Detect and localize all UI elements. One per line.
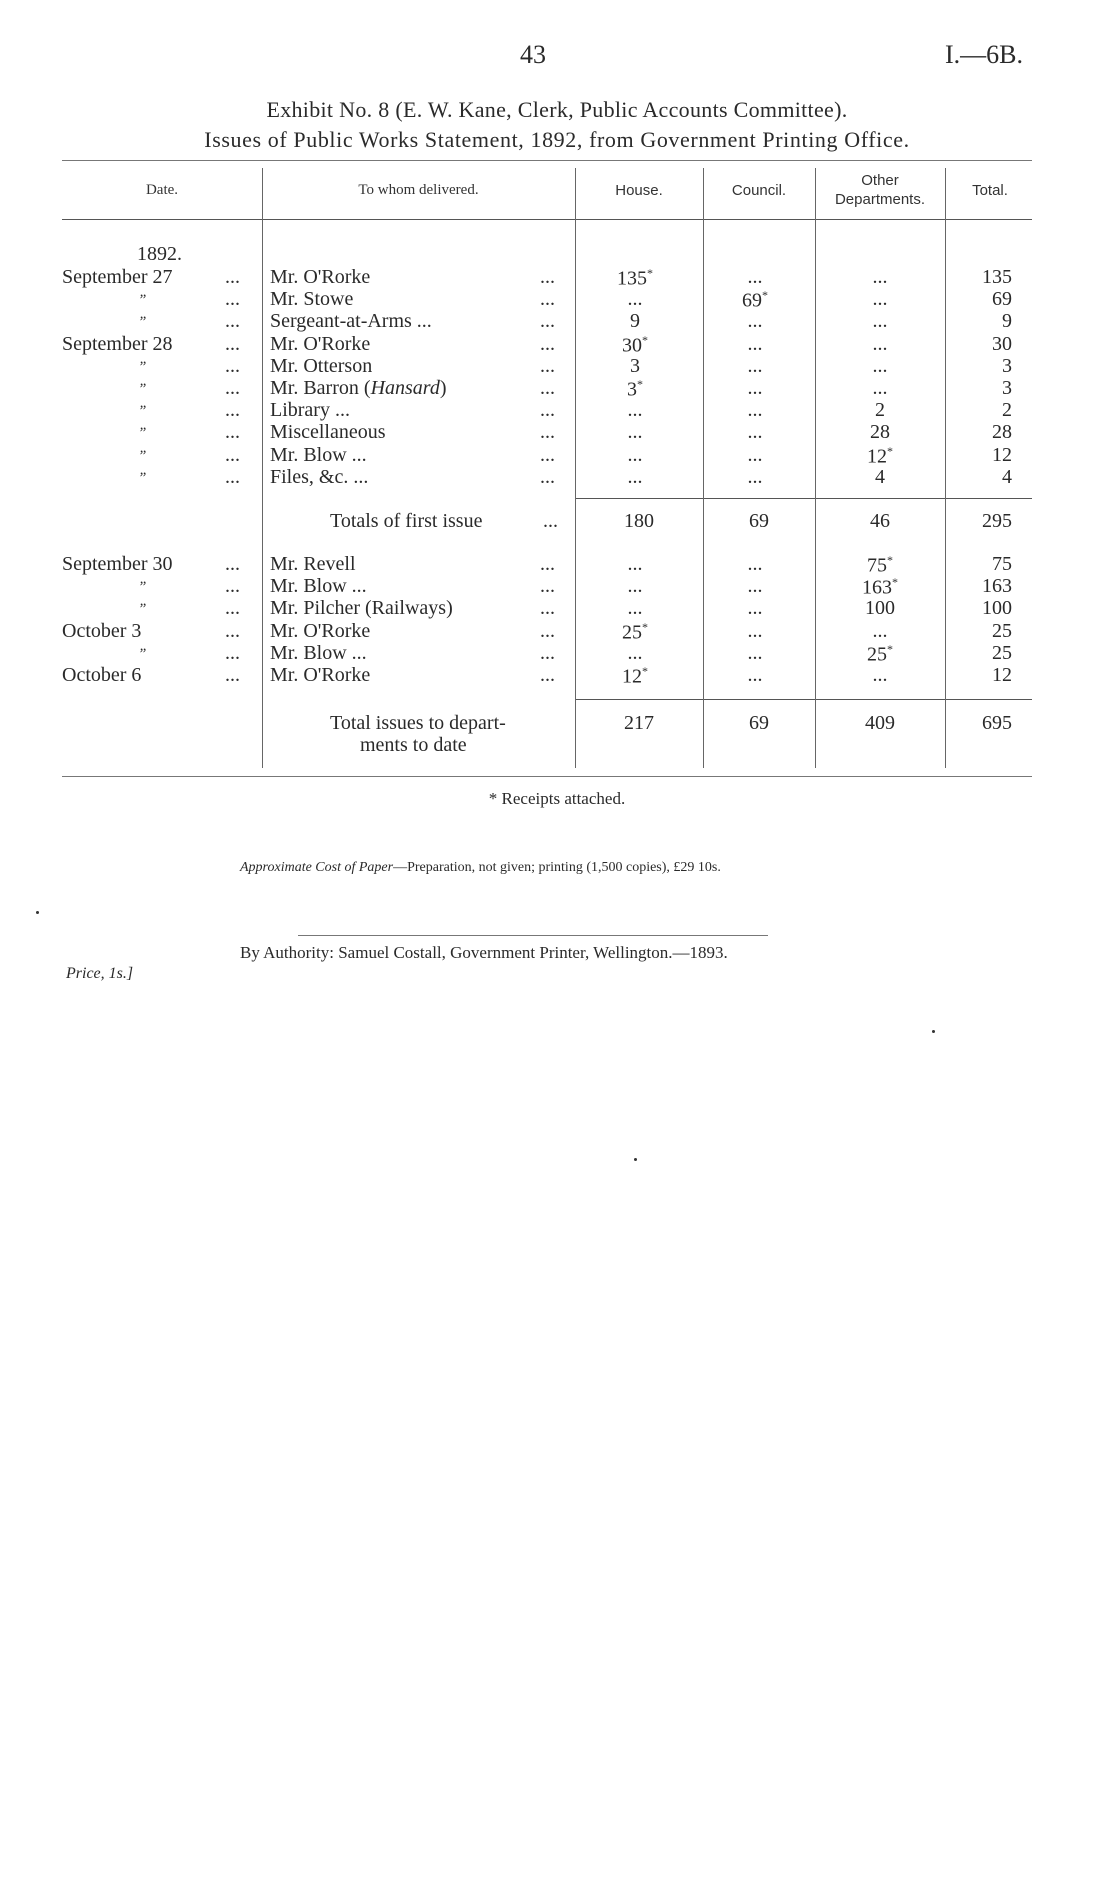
leader-dots: ...	[540, 399, 555, 422]
first-totals-other: 46	[870, 510, 890, 532]
recipient-cell: Mr. O'Rorke	[270, 619, 371, 642]
other-departments-cell: 12*	[867, 443, 893, 468]
table-row	[0, 399, 1114, 421]
recipient-cell: Mr. O'Rorke	[270, 664, 371, 686]
other-departments-cell: ...	[872, 354, 888, 377]
leader-dots: ...	[225, 465, 240, 488]
other-departments-cell: 163*	[862, 575, 898, 599]
table-row	[0, 620, 1114, 642]
table-title: Issues of Public Works Statement, 1892, from Government Printing Office.	[204, 127, 910, 152]
total-cell: 2	[1002, 399, 1012, 422]
total-cell: 75	[992, 553, 1012, 575]
leader-dots: ...	[225, 641, 240, 664]
header-council: Council.	[731, 182, 787, 199]
date-cell: September 28	[62, 332, 173, 355]
leader-dots: ...	[225, 288, 240, 311]
recipient-cell: Mr. Pilcher (Railways)	[270, 597, 453, 620]
leader-dots: ...	[540, 377, 555, 399]
header-bottom-rule	[62, 219, 1032, 220]
leader-dots: ...	[540, 553, 555, 575]
other-departments-cell: 25*	[867, 641, 893, 666]
leader-dots: ...	[540, 421, 555, 444]
recipient-cell: Mr. Barron (Hansard)	[270, 377, 447, 399]
other-departments-cell: 28	[870, 421, 890, 444]
house-cell: 3*	[627, 377, 643, 401]
leader-dots: ...	[225, 266, 240, 288]
date-cell: October 3	[62, 619, 142, 642]
house-cell: ...	[627, 421, 643, 444]
leader-dots: ...	[540, 465, 555, 488]
recipient-cell: Library ...	[270, 399, 350, 422]
house-cell: 12*	[622, 664, 648, 688]
table-row	[0, 553, 1114, 575]
total-cell: 100	[982, 597, 1012, 620]
total-cell: 12	[992, 443, 1012, 466]
price-note: Price, 1s.]	[66, 965, 134, 982]
table-row	[0, 444, 1114, 466]
total-cell: 9	[1002, 310, 1012, 333]
council-cell: ...	[747, 619, 763, 642]
recipient-cell: Mr. Otterson	[270, 354, 373, 377]
council-cell: ...	[747, 553, 763, 575]
leader-dots: ...	[225, 553, 240, 575]
leader-dots: ...	[225, 597, 240, 620]
year-label: 1892.	[137, 243, 182, 265]
council-cell: 69*	[742, 288, 768, 312]
date-cell: ”	[138, 403, 147, 420]
council-cell: ...	[747, 443, 763, 466]
first-totals-council: 69	[749, 510, 769, 532]
council-cell: ...	[747, 310, 763, 333]
total-cell: 25	[992, 619, 1012, 642]
grand-totals-rule	[575, 699, 1032, 700]
leader-dots: ...	[540, 619, 555, 642]
house-cell: 9	[630, 310, 640, 333]
table-row	[0, 421, 1114, 443]
scan-speck	[634, 1158, 637, 1161]
recipient-cell: Mr. Blow ...	[270, 575, 367, 598]
cost-note-label: Approximate Cost of Paper	[240, 860, 394, 875]
other-departments-cell: ...	[872, 288, 888, 311]
date-cell: September 30	[62, 553, 173, 575]
date-cell: ”	[138, 579, 147, 596]
council-cell: ...	[747, 332, 763, 355]
date-cell: ”	[138, 447, 147, 464]
council-cell: ...	[747, 641, 763, 664]
exhibit-title: Exhibit No. 8 (E. W. Kane, Clerk, Public Accounts Committee).	[266, 97, 848, 122]
scan-speck	[932, 1030, 935, 1033]
header-house: House.	[615, 182, 663, 199]
authority-line: By Authority: Samuel Costall, Government Printer, Wellington.—1893.	[240, 943, 728, 962]
leader-dots: ...	[540, 288, 555, 311]
other-departments-cell: ...	[872, 664, 888, 686]
total-cell: 163	[982, 575, 1012, 598]
scan-speck	[36, 911, 39, 914]
other-departments-cell: ...	[872, 266, 888, 288]
first-totals-label: Totals of first issue	[330, 510, 483, 532]
leader-dots: ...	[540, 266, 555, 288]
other-departments-cell: 4	[875, 465, 885, 488]
recipient-cell: Mr. Blow ...	[270, 641, 367, 664]
leader-dots: ...	[540, 310, 555, 333]
footnote: * Receipts attached.	[488, 789, 626, 808]
other-departments-cell: ...	[872, 377, 888, 399]
date-cell: ”	[138, 425, 147, 442]
first-totals-total: 295	[982, 510, 1012, 532]
house-cell: 3	[630, 354, 640, 377]
date-cell: ”	[138, 358, 147, 375]
date-cell: October 6	[62, 664, 142, 686]
date-cell: September 27	[62, 266, 173, 288]
other-departments-cell: 100	[865, 597, 895, 620]
other-departments-cell: ...	[872, 310, 888, 333]
date-cell: ”	[138, 645, 147, 662]
house-cell: ...	[627, 575, 643, 598]
table-row	[0, 310, 1114, 332]
table-row	[0, 355, 1114, 377]
date-cell: ”	[138, 292, 147, 309]
recipient-cell: Mr. Revell	[270, 553, 356, 575]
recipient-cell: Mr. O'Rorke	[270, 266, 371, 288]
header-total: Total.	[972, 182, 1008, 199]
leader-dots: ...	[540, 597, 555, 620]
page-number: 43	[520, 40, 546, 69]
grand-totals-other: 409	[865, 712, 895, 734]
house-cell: 25*	[622, 619, 648, 644]
grand-totals-label-line1: Total issues to depart-	[330, 712, 506, 734]
header-other: Other Departments.	[834, 172, 926, 208]
table-row	[0, 288, 1114, 310]
grand-totals-label-line2: ments to date	[360, 734, 467, 756]
leader-dots: ...	[540, 443, 555, 466]
house-cell: ...	[627, 443, 643, 466]
leader-dots: ...	[540, 641, 555, 664]
total-cell: 28	[992, 421, 1012, 444]
recipient-cell: Miscellaneous	[270, 421, 386, 444]
other-departments-cell: 75*	[867, 553, 893, 577]
leader-dots: ...	[225, 399, 240, 422]
leader-dots: ...	[225, 575, 240, 598]
council-cell: ...	[747, 421, 763, 444]
leader-dots: ...	[225, 619, 240, 642]
recipient-cell: Mr. Stowe	[270, 288, 354, 311]
house-cell: ...	[627, 288, 643, 311]
leader-dots: ...	[225, 664, 240, 686]
leader-dots: ...	[225, 377, 240, 399]
total-cell: 135	[982, 266, 1012, 288]
date-cell: ”	[138, 601, 147, 618]
total-cell: 25	[992, 641, 1012, 664]
house-cell: ...	[627, 597, 643, 620]
header-date: Date.	[145, 182, 179, 198]
house-cell: ...	[627, 641, 643, 664]
total-cell: 12	[992, 664, 1012, 686]
house-cell: 135*	[617, 266, 653, 290]
recipient-cell: Sergeant-at-Arms ...	[270, 310, 432, 333]
table-row	[0, 597, 1114, 619]
authority-rule	[298, 935, 768, 936]
header-to-whom: To whom delivered.	[358, 182, 479, 198]
recipient-cell: Mr. O'Rorke	[270, 332, 371, 355]
leader-dots: ...	[540, 354, 555, 377]
recipient-cell: Files, &c. ...	[270, 465, 369, 488]
total-cell: 3	[1002, 377, 1012, 399]
table-row	[0, 664, 1114, 686]
leader-dots: ...	[540, 332, 555, 355]
leader-dots: ...	[540, 575, 555, 598]
leader-dots: ...	[225, 443, 240, 466]
table-top-rule	[62, 160, 1032, 161]
house-cell: ...	[627, 399, 643, 422]
leader-dots: ...	[225, 310, 240, 333]
council-cell: ...	[747, 266, 763, 288]
grand-totals-total: 695	[982, 712, 1012, 734]
council-cell: ...	[747, 399, 763, 422]
cost-note	[240, 860, 721, 876]
paper-reference: I.—6B.	[945, 40, 1023, 69]
house-cell: 30*	[622, 332, 648, 357]
table-row	[0, 575, 1114, 597]
first-totals-rule	[575, 498, 1032, 499]
leader-dots: ...	[225, 354, 240, 377]
date-cell: ”	[138, 381, 147, 397]
first-totals-dots: ...	[543, 510, 558, 532]
leader-dots: ...	[225, 332, 240, 355]
total-cell: 30	[992, 332, 1012, 355]
table-bottom-rule	[62, 776, 1032, 777]
council-cell: ...	[747, 664, 763, 686]
council-cell: ...	[747, 575, 763, 598]
first-totals-house: 180	[624, 510, 654, 532]
total-cell: 4	[1002, 465, 1012, 488]
total-cell: 69	[992, 288, 1012, 311]
table-row	[0, 333, 1114, 355]
leader-dots: ...	[540, 664, 555, 686]
date-cell: ”	[138, 314, 147, 331]
house-cell: ...	[627, 553, 643, 575]
total-cell: 3	[1002, 354, 1012, 377]
table-row	[0, 377, 1114, 399]
grand-totals-house: 217	[624, 712, 654, 734]
cost-note-text: —Preparation, not given; printing (1,500 copies), £29 10s.	[393, 860, 721, 875]
recipient-cell: Mr. Blow ...	[270, 443, 367, 466]
other-departments-cell: ...	[872, 619, 888, 642]
other-departments-cell: ...	[872, 332, 888, 355]
leader-dots: ...	[225, 421, 240, 444]
table-row	[0, 642, 1114, 664]
council-cell: ...	[747, 377, 763, 399]
council-cell: ...	[747, 465, 763, 488]
table-row	[0, 466, 1114, 488]
table-row	[0, 266, 1114, 288]
other-departments-cell: 2	[875, 399, 885, 422]
grand-totals-council: 69	[749, 712, 769, 734]
council-cell: ...	[747, 354, 763, 377]
council-cell: ...	[747, 597, 763, 620]
house-cell: ...	[627, 465, 643, 488]
date-cell: ”	[138, 469, 147, 486]
